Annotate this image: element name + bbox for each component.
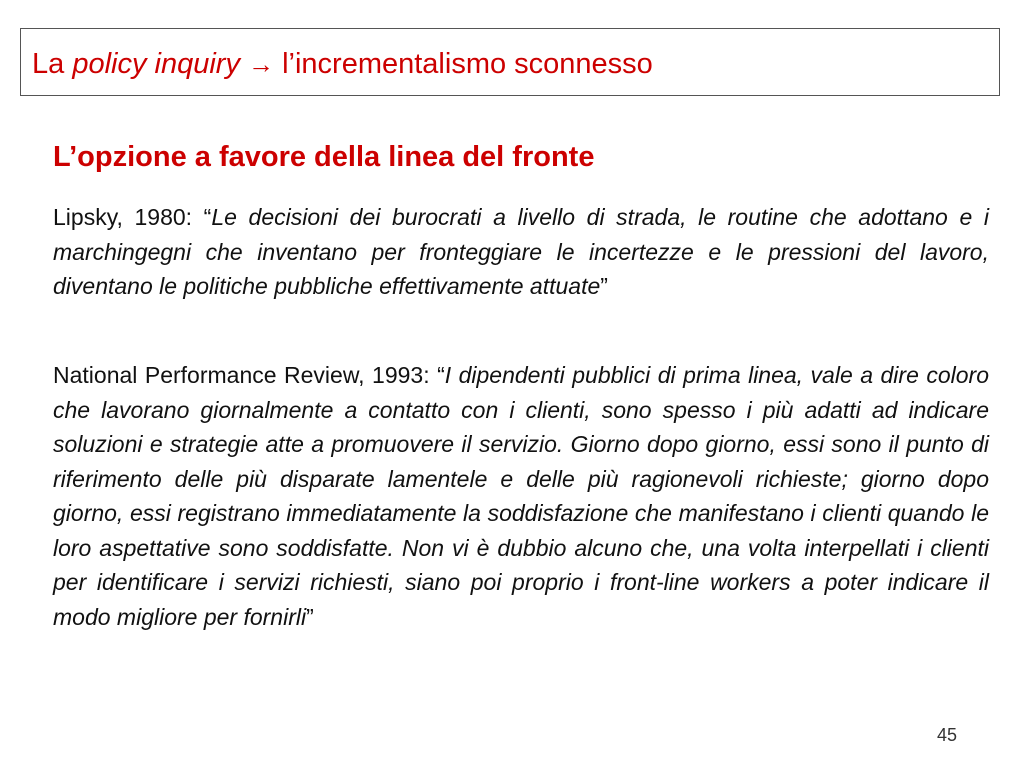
quote-text: I dipendenti pubblici di prima linea, vale a dire coloro che lavorano giornalmente a contatto con i clienti, sono spesso i più adatti ad indicare soluzioni e strategie atte a promuovere il servizio. Giorno dopo giorno, essi sono il punto di riferimento delle più disparate lamentele e delle più ragionevoli richieste; giorno dopo giorno, essi registrano immediatamente la soddisfazione che manifestano i clienti quando le loro aspettative sono soddisfatte. Non vi è dubbio alcuno che, una volta interpellati i clienti per identificare i servizi richiesti, siano poi proprio i front-line workers a poter indicare il modo migliore per fornirli	[53, 362, 989, 630]
slide-subtitle: L’opzione a favore della linea del fronte	[53, 141, 595, 173]
quote-close: ”	[600, 273, 608, 299]
title-prefix: La	[32, 48, 73, 80]
quote-text: Le decisioni dei burocrati a livello di strada, le routine che adottano e i marchingegni che inventano per fronteggiare le incertezze e le pressioni del lavoro, diventano le politiche pubbliche effettivamente attuate	[53, 204, 989, 299]
quote-source: National Performance Review, 1993: “	[53, 362, 445, 388]
slide-title-box	[20, 28, 1000, 96]
quote-paragraph-lipsky	[53, 200, 989, 304]
slide-title	[32, 47, 653, 81]
quote-paragraph-npr	[53, 358, 989, 634]
right-arrow-icon: →	[248, 49, 275, 79]
quote-source: Lipsky, 1980: “	[53, 204, 212, 230]
title-suffix: l’incrementalismo sconnesso	[274, 48, 653, 80]
page-number: 45	[937, 725, 958, 745]
quote-close: ”	[306, 603, 314, 630]
title-italic-term: policy inquiry	[72, 48, 240, 80]
